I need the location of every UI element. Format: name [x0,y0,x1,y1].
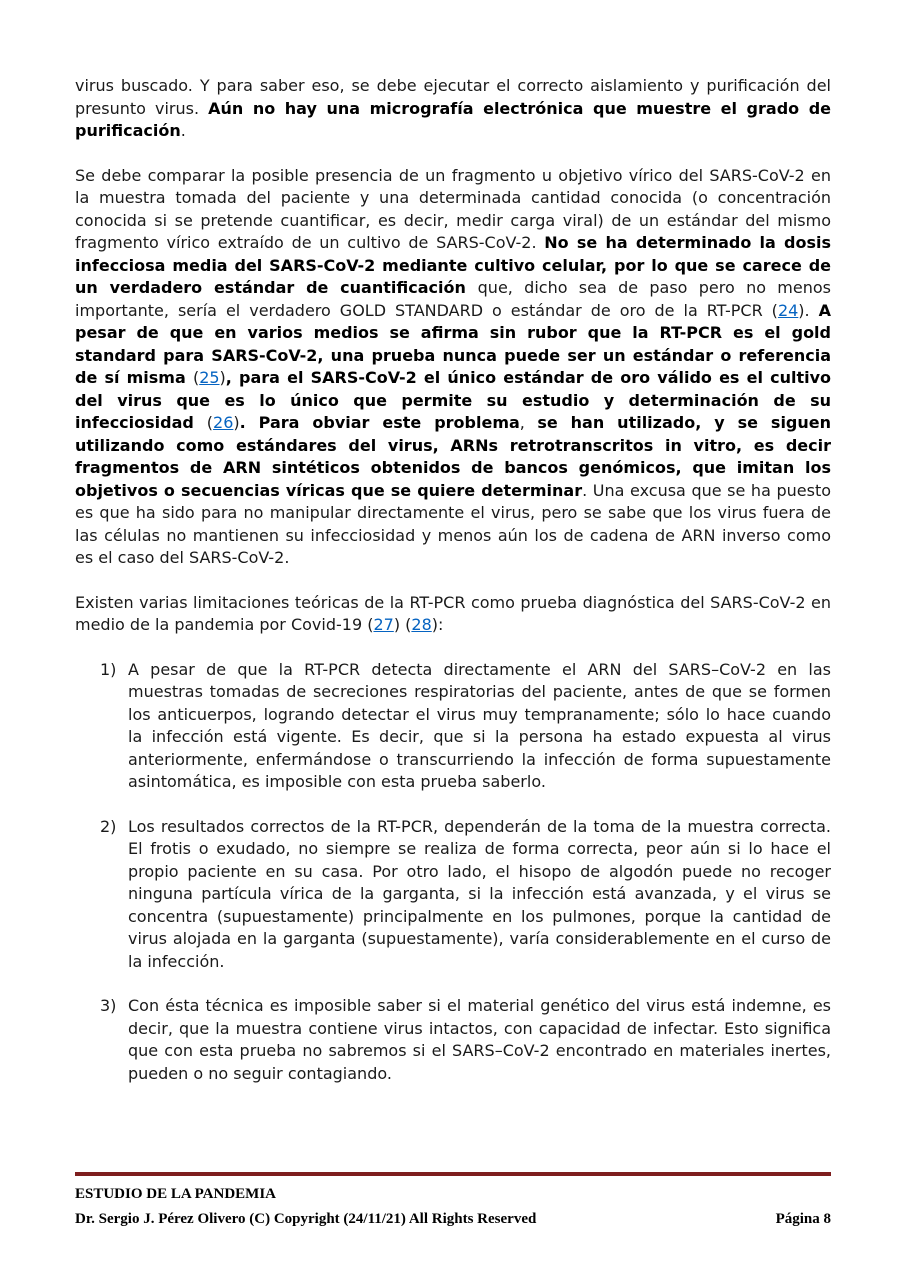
list-item-text [128,995,831,1085]
bold-text: , para el SARS-CoV-2 el único estándar de oro válido es el cultivo del virus que es lo único que permite su estudio y determinación de su infecciosidad [75,368,832,432]
body-text: virus buscado. Y para saber eso, se debe ejecutar el correcto aislamiento y purificación del presunto virus. [75,76,831,118]
document-body [75,75,831,1107]
body-text: ) [233,413,240,432]
list-item-text [128,659,831,794]
body-text: Con ésta técnica es imposible saber si el material genético del virus está indemne, es decir, que la muestra contiene virus intactos, con capacidad de infectar. Esto significa que con esta prueba no sabremos si el SARS–CoV-2 encontrado en materiales inertes, pueden o no seguir contagiando. [128,996,831,1083]
numbered-list [100,659,831,1086]
reference-link[interactable]: 27 [373,615,394,634]
bold-text: se han utilizado, y se siguen utilizando como estándares del virus, ARNs retrotranscritos in vitro, es decir fragmentos de ARN sintéticos obtenidos de bancos genómicos, que imitan los objetivos o secuencias víricas que se quiere determinar [75,413,832,500]
body-text: que, dicho sea de paso pero no menos importante, sería el verdadero GOLD STANDARD o estándar de oro de la RT-PCR ( [75,278,831,320]
footer-page-number: Página 8 [775,1211,831,1227]
body-text: ( [206,413,214,432]
page-footer [75,1172,831,1229]
reference-link[interactable]: 28 [411,615,432,634]
list-item [100,659,831,794]
body-text: ) [219,368,226,387]
bold-text: A pesar de que en varios medios se afirma sin rubor que la RT-PCR es el gold standard para SARS-CoV-2, una prueba nunca puede ser un estándar o referencia de sí misma [75,300,832,387]
bold-text: Aún no hay una micrografía electrónica que muestre el grado de purificación [75,98,832,140]
list-item [100,816,831,974]
paragraph [75,165,831,570]
list-item-number: 2) [100,816,117,836]
footer-copyright-text: Dr. Sergio J. Pérez Olivero (C) Copyright (24/11/21) All Rights Reserved [75,1211,537,1227]
body-text: , [519,413,538,432]
body-text: ): [431,615,444,634]
list-item-number: 3) [100,996,117,1015]
list-item [100,995,831,1085]
body-text: . Una excusa que se ha puesto es que ha sido para no manipular directamente el virus, pero se sabe que los virus fuera de las células no mantienen su infecciosidad y menos aún los de cadena de ARN inverso como es el caso del SARS-CoV-2. [75,480,832,567]
footer-rule [75,1172,831,1176]
body-text: ) ( [393,615,412,634]
list-item-number: 1) [100,659,117,679]
footer-document-title: ESTUDIO DE LA PANDEMIA [75,1186,276,1202]
reference-link[interactable]: 26 [213,413,234,432]
body-text: . [180,121,186,140]
body-text: A pesar de que la RT-PCR detecta directamente el ARN del SARS–CoV-2 en las muestras tomadas de secreciones respiratorias del paciente, antes de que se formen los anticuerpos, logrando detectar el virus muy tempranamente; sólo lo hace cuando la infección está vigente. Es decir, que si la persona ha estado expuesta al virus anteriormente, enfermándose o transcurriendo la infección de forma supuestamente asintomática, es imposible con esta prueba saberlo. [128,659,831,791]
reference-link[interactable]: 25 [199,368,220,387]
body-text: ( [192,368,200,387]
reference-link[interactable]: 24 [777,300,799,320]
body-text: Existen varias limitaciones teóricas de la RT-PCR como prueba diagnóstica del SARS-CoV-2 en medio de la pandemia por Covid-19 ( [75,592,831,634]
list-item-text [128,816,831,974]
paragraph [75,75,831,143]
body-text: Los resultados correctos de la RT-PCR, dependerán de la toma de la muestra correcta. El frotis o exudado, no siempre se realiza de forma correcta, peor aún si lo hace el propio paciente en su casa. Por otro lado, el hisopo de algodón puede no recoger ninguna partícula vírica de la garganta, si la infección está avanzada, y el virus se concentra (supuestamente) principalmente en los pulmones, porque la cantidad de virus alojada en la garganta (supuestamente), varía considerablemente en el curso de la infección. [128,816,831,971]
bold-text: No se ha determinado la dosis infecciosa media del SARS-CoV-2 mediante cultivo celular, por lo que se carece de un verdadero estándar de cuantificación [75,233,831,297]
paragraph [75,592,831,637]
body-text: ). [798,300,819,320]
body-text: Se debe comparar la posible presencia de un fragmento u objetivo vírico del SARS-CoV-2 en la muestra tomada del paciente y una determinada cantidad conocida (o concentración conocida si se pretende cuantificar, es decir, medir carga viral) de un estándar del mismo fragmento vírico extraído de un cultivo de SARS-CoV-2. [75,165,831,252]
bold-text: . Para obviar este problema [239,413,520,432]
footer-copyright-row [75,1209,831,1229]
